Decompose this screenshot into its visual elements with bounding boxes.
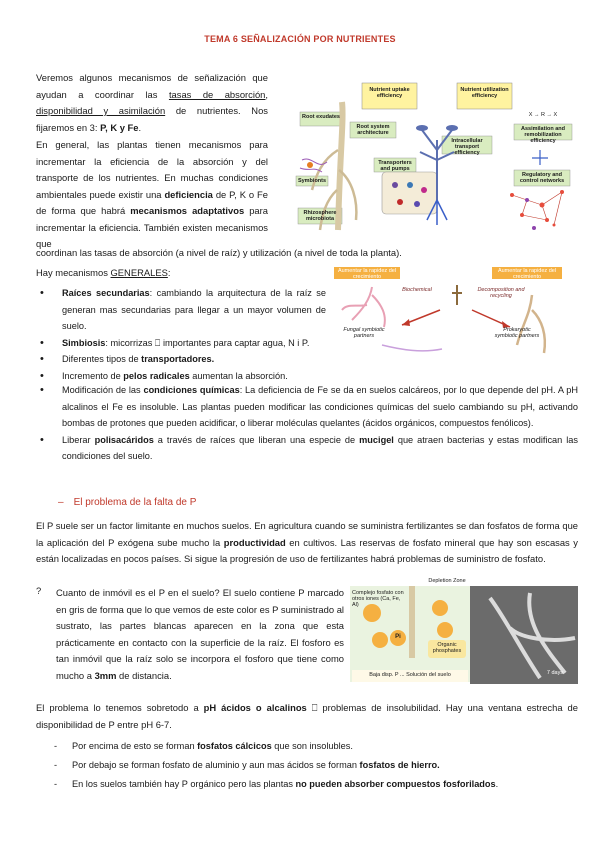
list-item: - En los suelos también hay P orgánico pero las plantas no pueden absorber compuestos fosforilados. — [36, 775, 578, 794]
section-paragraph-2: El problema lo tenemos sobretodo a pH ácidos o alcalinos ⎕ problemas de insolubilidad. Hay una ventana estrecha de disponibilidad de P entre pH 6-7. — [36, 702, 578, 730]
list-item: - Por debajo se forman fosfato de aluminio y aun mas ácidos se forman fosfatos de hierro. — [36, 756, 578, 775]
recycling-label: Decomposition and recycling — [477, 287, 525, 299]
generales-list-b — [36, 382, 578, 465]
list-item: • Modificación de las condiciones químicas: La deficiencia de Fe se da en suelos calcáreos, por lo que depende del pH. A pH alcalinos el Fe es insoluble. Las plantas pueden modificar las condiciones químicas del suelo cambiando su pH, activando bombas de protones que pueden acidificar, o liberar moléculas quelantes (ácidos orgánicos, compuestos fenólicos). — [36, 382, 578, 432]
generales-heading: Hay mecanismos GENERALES: — [36, 267, 171, 278]
depletion-zone-figure — [350, 578, 578, 684]
symbiosis-figure — [332, 265, 580, 368]
depletion-zone-label: Depletion Zone — [428, 578, 466, 584]
biochemical-label: Biochemical — [402, 287, 432, 293]
generales-list-a — [36, 285, 326, 384]
symbionts-label: Symbionts — [297, 178, 327, 184]
list-item: • Diferentes tipos de transportadores. — [36, 351, 326, 368]
root-exudates-label: Root exudates — [302, 114, 340, 120]
list-item: • Incremento de pelos radicales aumentan la absorción. — [36, 368, 326, 385]
question-paragraph: Cuanto de inmóvil es el P en el suelo? El suelo contiene P marcado en gris de forma que lo que vemos de este color es P suministrado al sustrato, las partes blancas aparecen en la zona que esta prácticamente en contacto con la superficie de la raíz. El fosforo es tan inmóvil que la raíz solo se incorpora el fosforo que tiene como mucho a 3mm de distancia. — [56, 587, 344, 681]
list-item: - Por encima de esto se forman fosfatos cálcicos que son insolubles. — [36, 737, 578, 756]
list-item: • Simbiosis: micorrizas ⎕ importantes para captar agua, N i P. — [36, 335, 326, 352]
page-title: TEMA 6 SEÑALIZACIÓN POR NUTRIENTES — [204, 34, 396, 44]
question-mark: ? — [36, 585, 42, 596]
section-paragraph-1: El P suele ser un factor limitante en muchos suelos. En agricultura cuando se suministra fertilizantes se dan fosfatos de forma que la aplicación del P exógena sube mucho la productividad en cultivos. Las reservas de fosfato mineral que hay son escasas y están localizadas en pocos países. Si sigue la progresión de uso de fertilizantes habrá problemas de suministro de fosfato. — [36, 520, 578, 564]
xrx-label: X → R → X — [528, 112, 558, 118]
pi-label: Pi — [395, 634, 401, 640]
intracellular-label: Intracellular transport efficiency — [451, 138, 483, 156]
rhizosphere-label: Rhizosphere microbiota — [303, 210, 337, 222]
section-heading: – El problema de la falta de P — [58, 497, 197, 508]
complex-legend: Complejo fosfato con otros iones (Ca, Fe, Al) — [352, 590, 404, 608]
list-item: • Raíces secundarias: cambiando la arquitectura de la raíz se generan mas secundarias para llegar a un mayor volumen de suelo. — [36, 285, 326, 335]
growth-label-right: Aumentar la rapidez del crecimiento — [497, 268, 557, 280]
intro-paragraph-2: En general, las plantas tienen mecanismos para incrementar la eficiencia de la absorción y del transporte de los nutrientes. En muchas condiciones ambientales puede existir una deficiencia de P, K o Fe de forma que habrá mecanismos adaptativos para incrementar la eficiencia. También existen mecanismos que — [36, 139, 268, 249]
days-label: 7 days — [546, 670, 564, 676]
uptake-efficiency-label: Nutrient uptake efficiency — [369, 87, 410, 99]
prokaryotic-label: Prokaryotic symbiotic partners — [494, 327, 540, 339]
root-architecture-label: Root system architecture — [356, 124, 390, 136]
transporters-label: Transporters and pumps — [378, 160, 412, 172]
utilization-efficiency-label: Nutrient utilization efficiency — [460, 87, 509, 99]
regulatory-label: Regulatory and control networks — [519, 172, 565, 184]
list-item: • Liberar polisacáridos a través de raíces que liberan una especie de mucigel que atraen bacterias y estas modifican las condiciones del suelo. — [36, 432, 578, 465]
intro-paragraph-2-cont: coordinan las tasas de absorción (a nivel de raíz) y utilización (a nivel de toda la planta). — [36, 247, 402, 258]
intro-paragraph-1: Veremos algunos mecanismos de señalización que ayudan a coordinar las tasas de absorción, disponibilidad y asimilación de nutrientes. Nos fijaremos en 3: P, K y Fe. — [36, 72, 268, 133]
organic-phosphates-label: Organic phosphates — [432, 642, 462, 654]
growth-label-left: Aumentar la rapidez del crecimiento — [337, 268, 397, 280]
fungal-label: Fungal symbiotic partners — [343, 327, 385, 339]
phosphate-list — [36, 737, 578, 794]
symbiosis-diagram — [332, 265, 580, 368]
bottom-caption: Baja disp. P ... Solución del suelo — [369, 672, 451, 678]
nutrient-efficiency-figure — [292, 80, 577, 240]
assimilation-label: Assimilation and remobilization efficiency — [520, 126, 565, 144]
